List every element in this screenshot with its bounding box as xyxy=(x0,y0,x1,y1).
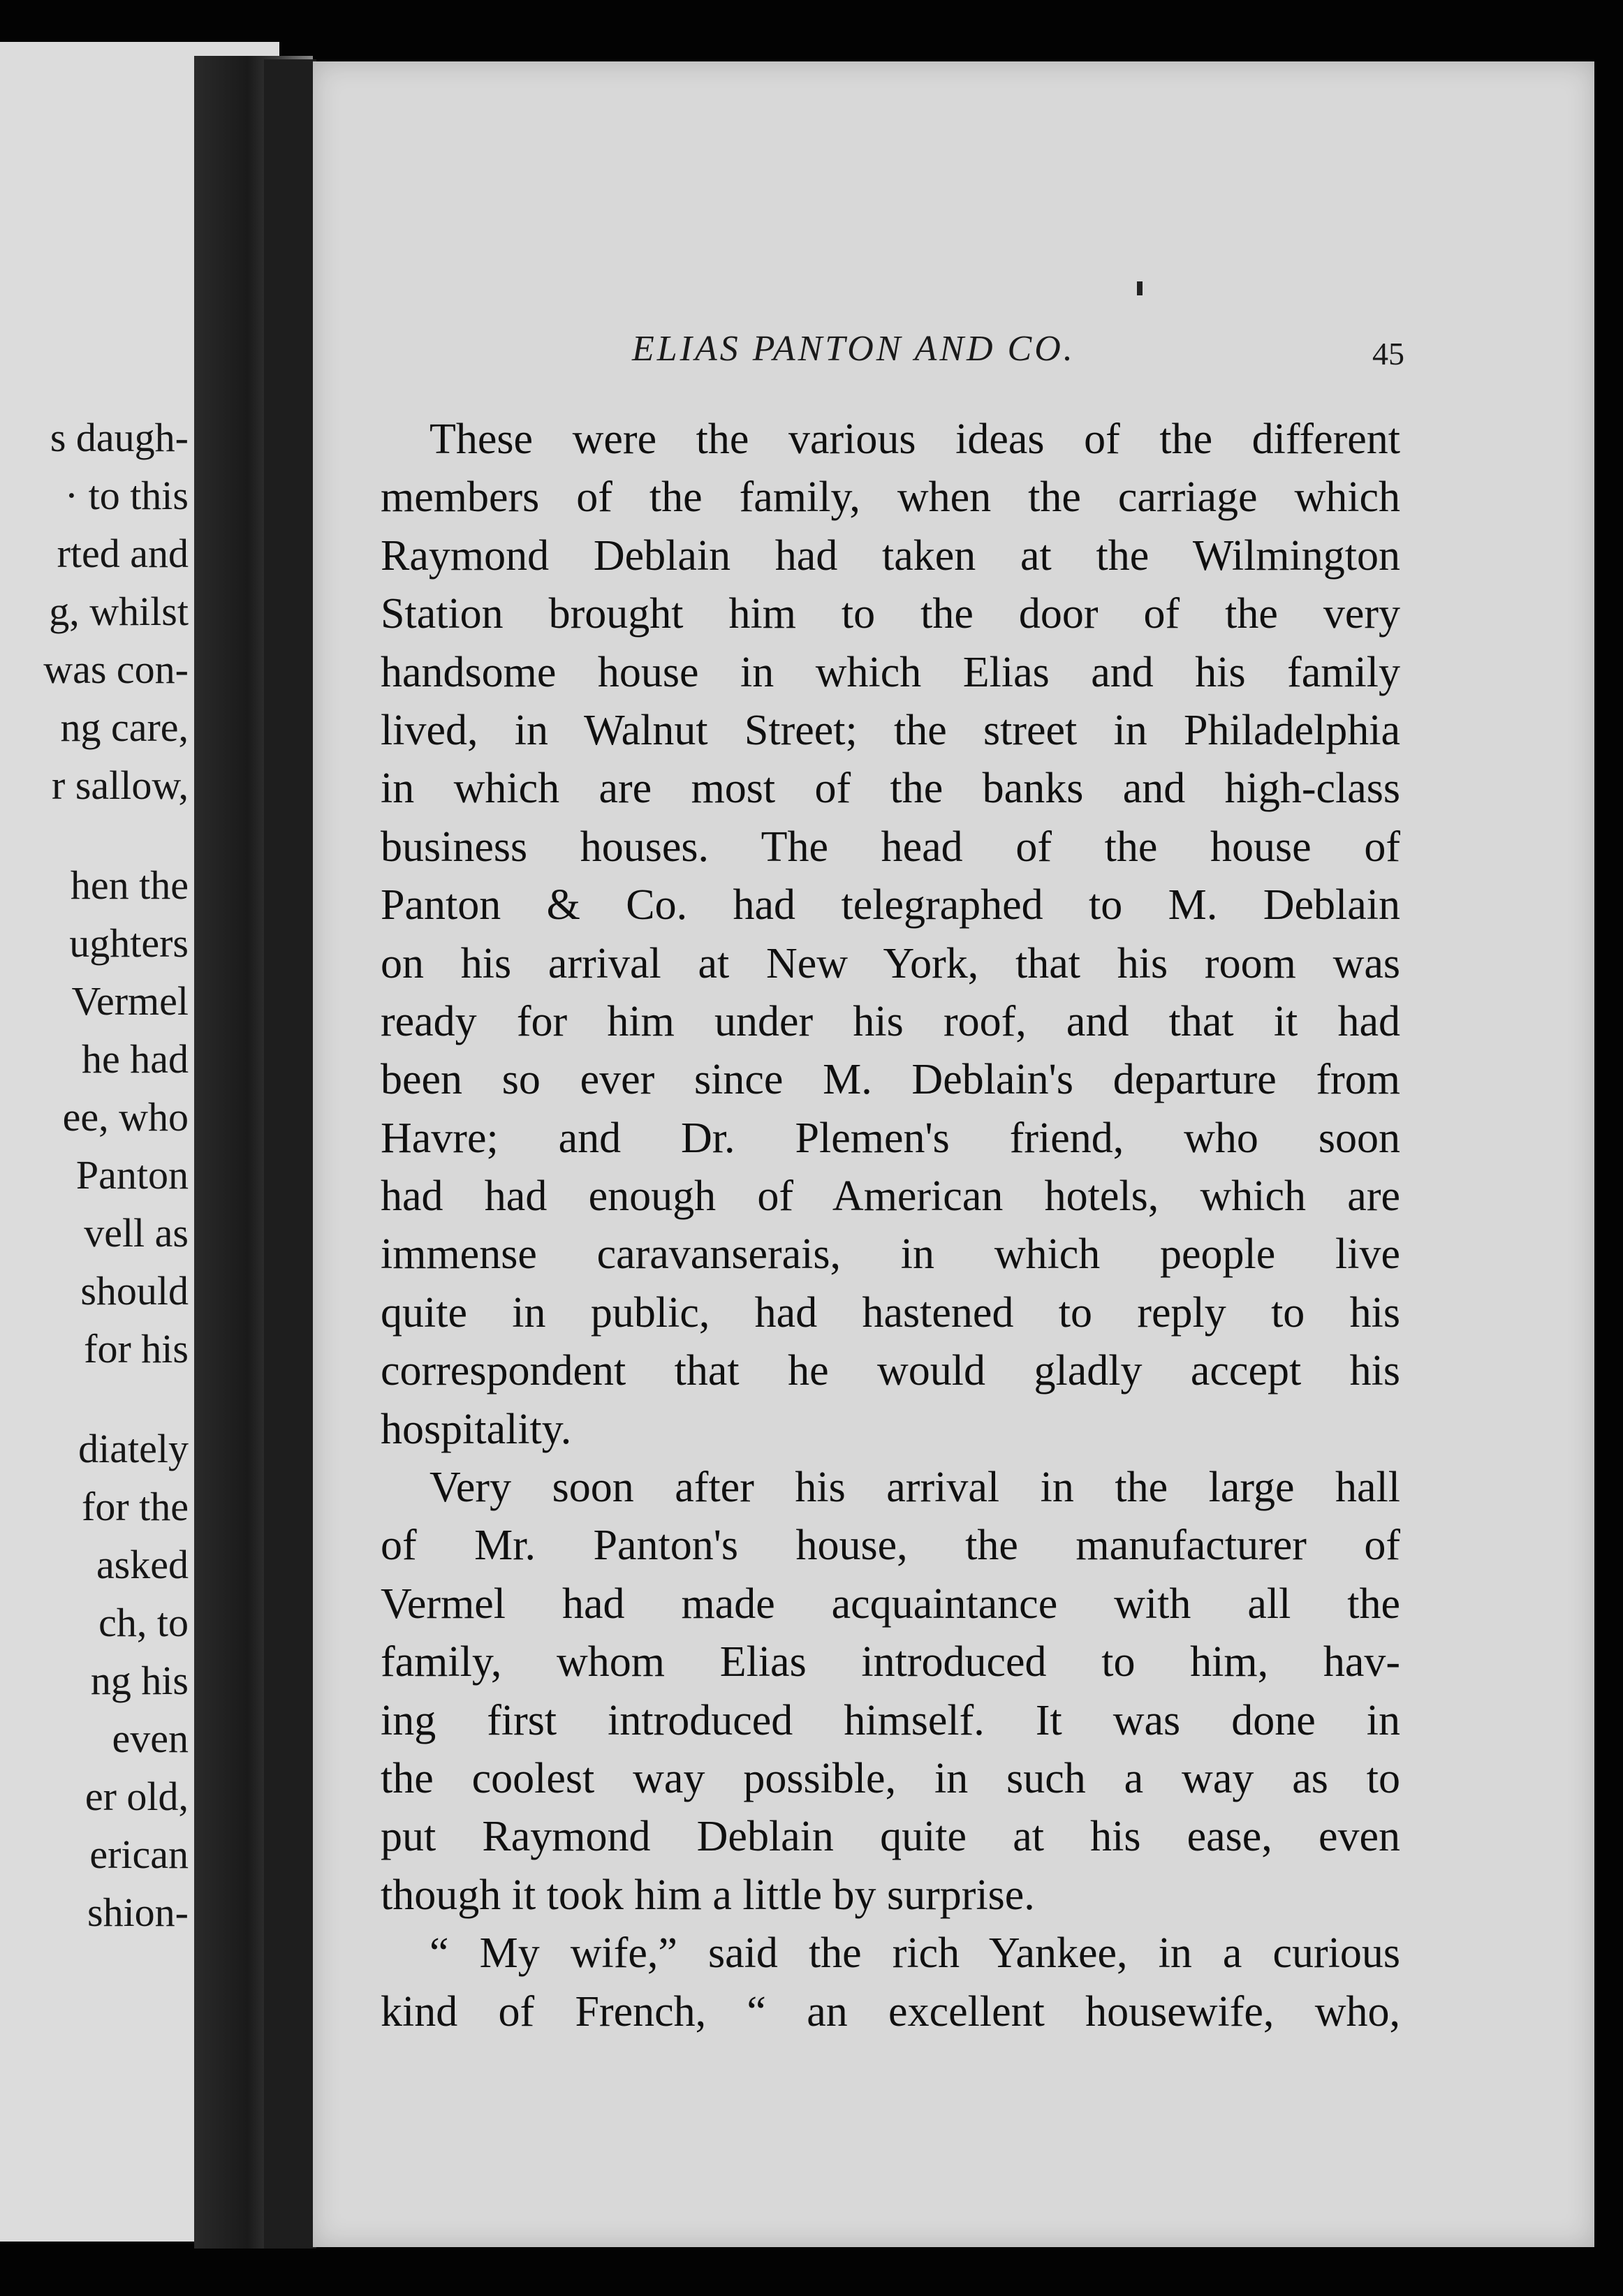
book-spine-shadow xyxy=(264,59,316,2249)
ink-speck xyxy=(1137,281,1143,295)
text-line: the coolest way possible, in such a way as to xyxy=(381,1754,1400,1802)
text-line: kind of French, “ an excellent housewife, who, xyxy=(381,1987,1400,2036)
page-number: 45 xyxy=(1372,336,1404,371)
text-line: handsome house in which Elias and his family xyxy=(381,648,1400,696)
text-line: shion- xyxy=(87,1890,189,1935)
text-line: asked xyxy=(96,1542,189,1587)
text-line: g, whilst xyxy=(49,589,189,634)
text-line: immense caravanserais, in which people live xyxy=(381,1230,1400,1279)
text-line: ng his xyxy=(90,1658,189,1703)
text-line: on his arrival at New York, that his room was xyxy=(381,939,1400,987)
running-head: ELIAS PANTON AND CO. xyxy=(632,329,1075,369)
text-line: been so ever since M. Deblain's departure from xyxy=(381,1056,1400,1104)
text-line: Vermel had made acquaintance with all the xyxy=(381,1580,1400,1628)
page-body-text xyxy=(381,411,1400,2041)
text-line: “ My wife,” said the rich Yankee, in a curious xyxy=(429,1929,1400,1978)
text-line: in which are most of the banks and high-class xyxy=(381,765,1400,813)
text-line: ughters xyxy=(69,920,189,966)
text-line: of Mr. Panton's house, the manufacturer of xyxy=(381,1522,1400,1570)
text-line: business houses. The head of the house of xyxy=(381,823,1400,871)
text-line: hospitality. xyxy=(381,1405,572,1453)
text-line: Vermel xyxy=(71,978,189,1024)
text-line: ready for him under his roof, and that it had xyxy=(381,997,1400,1045)
text-line: diately xyxy=(78,1426,189,1471)
text-line: for his xyxy=(84,1326,189,1371)
text-line: had had enough of American hotels, which are xyxy=(381,1172,1400,1221)
text-line: family, whom Elias introduced to him, hav- xyxy=(381,1638,1400,1686)
text-line: was con- xyxy=(43,647,189,692)
text-line: r sallow, xyxy=(52,763,189,808)
text-line: Havre; and Dr. Plemen's friend, who soon xyxy=(381,1114,1400,1162)
text-line: he had xyxy=(82,1036,189,1082)
text-line: Panton xyxy=(75,1152,189,1198)
text-line: ing first introduced himself. It was done in xyxy=(381,1696,1400,1744)
text-line: correspondent that he would gladly accept his xyxy=(381,1347,1400,1395)
text-line: Very soon after his arrival in the large hall xyxy=(429,1464,1400,1512)
text-line: though it took him a little by surprise. xyxy=(381,1871,1035,1919)
text-line: even xyxy=(112,1716,189,1761)
text-line: · to this xyxy=(64,473,189,518)
text-line: ch, to xyxy=(98,1600,189,1645)
text-line: ng care, xyxy=(60,705,189,750)
text-line: Station brought him to the door of the very xyxy=(381,590,1400,638)
text-line: erican xyxy=(89,1832,189,1877)
text-line: These were the various ideas of the different xyxy=(429,415,1400,463)
text-line: Raymond Deblain had taken at the Wilmington xyxy=(381,531,1400,580)
text-line: lived, in Walnut Street; the street in Philadelphia xyxy=(381,706,1400,754)
text-line: members of the family, when the carriage which xyxy=(381,473,1400,522)
text-line: er old, xyxy=(85,1774,189,1819)
text-line: quite in public, had hastened to reply to his xyxy=(381,1288,1400,1337)
text-line: s daugh- xyxy=(50,415,189,460)
text-line: rted and xyxy=(57,531,189,576)
text-line: Panton & Co. had telegraphed to M. Deblain xyxy=(381,881,1400,929)
text-line: ee, who xyxy=(62,1094,189,1140)
text-line: for the xyxy=(82,1484,189,1529)
text-line: hen the xyxy=(70,862,189,908)
text-line: should xyxy=(80,1268,189,1313)
text-line: vell as xyxy=(84,1210,189,1256)
text-line: put Raymond Deblain quite at his ease, even xyxy=(381,1813,1400,1861)
